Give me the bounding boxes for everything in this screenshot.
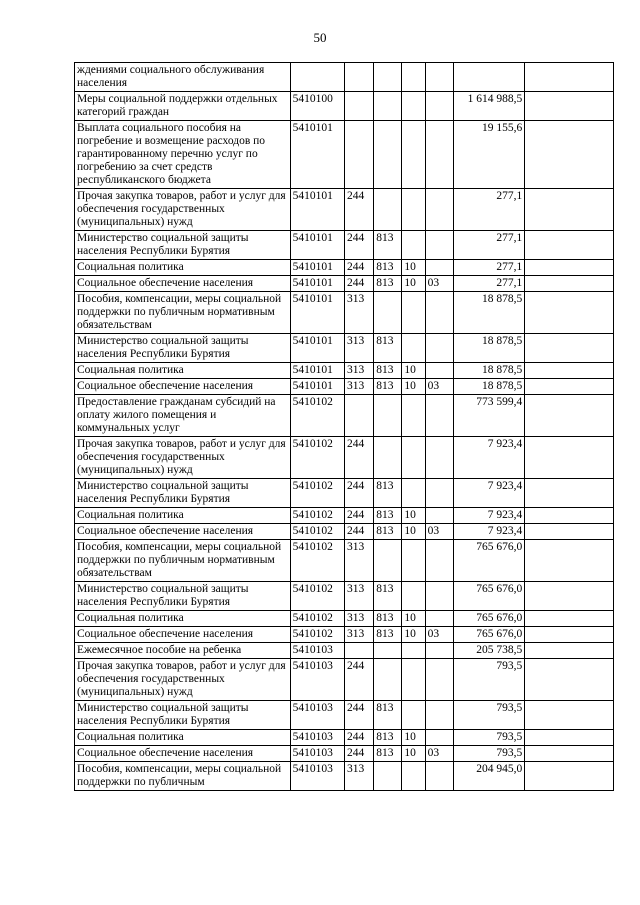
amount-cell: 7 923,4	[453, 479, 525, 508]
ministry-code-cell: 813	[374, 730, 402, 746]
table-row	[75, 437, 614, 479]
table-row	[75, 276, 614, 292]
section-cell	[402, 762, 425, 791]
section-cell: 10	[402, 730, 425, 746]
section-cell	[402, 582, 425, 611]
extra-cell	[525, 524, 614, 540]
ministry-code-cell	[374, 292, 402, 334]
row-name-cell: Пособия, компенсации, меры социальной поддержки по публичным нормативным обязательствам	[75, 540, 291, 582]
amount-cell: 765 676,0	[453, 627, 525, 643]
section-cell: 10	[402, 524, 425, 540]
target-article-cell: 5410103	[290, 659, 344, 701]
row-name-cell: Социальное обеспечение населения	[75, 627, 291, 643]
table-row	[75, 63, 614, 92]
expense-type-cell: 313	[344, 334, 373, 363]
subsection-cell	[425, 582, 453, 611]
subsection-cell	[425, 363, 453, 379]
ministry-code-cell: 813	[374, 582, 402, 611]
target-article-cell: 5410103	[290, 762, 344, 791]
section-cell	[402, 334, 425, 363]
ministry-code-cell: 813	[374, 627, 402, 643]
target-article-cell: 5410102	[290, 395, 344, 437]
expense-type-cell: 313	[344, 292, 373, 334]
extra-cell	[525, 659, 614, 701]
subsection-cell: 03	[425, 379, 453, 395]
row-name-cell: Пособия, компенсации, меры социальной поддержки по публичным	[75, 762, 291, 791]
target-article-cell: 5410101	[290, 363, 344, 379]
amount-cell: 277,1	[453, 189, 525, 231]
row-name-cell: Министерство социальной защиты населения Республики Бурятия	[75, 231, 291, 260]
expense-type-cell: 313	[344, 540, 373, 582]
expense-type-cell: 313	[344, 582, 373, 611]
section-cell: 10	[402, 260, 425, 276]
extra-cell	[525, 121, 614, 189]
section-cell	[402, 292, 425, 334]
amount-cell: 19 155,6	[453, 121, 525, 189]
section-cell	[402, 121, 425, 189]
row-name-cell: Социальная политика	[75, 363, 291, 379]
amount-cell: 18 878,5	[453, 379, 525, 395]
row-name-cell: Меры социальной поддержки отдельных категорий граждан	[75, 92, 291, 121]
amount-cell: 793,5	[453, 659, 525, 701]
expense-type-cell: 244	[344, 276, 373, 292]
expense-type-cell: 244	[344, 231, 373, 260]
amount-cell: 204 945,0	[453, 762, 525, 791]
table-body	[75, 63, 614, 791]
table-row	[75, 189, 614, 231]
section-cell	[402, 479, 425, 508]
extra-cell	[525, 189, 614, 231]
ministry-code-cell: 813	[374, 611, 402, 627]
section-cell	[402, 701, 425, 730]
ministry-code-cell: 813	[374, 524, 402, 540]
subsection-cell	[425, 63, 453, 92]
table-row	[75, 746, 614, 762]
amount-cell: 765 676,0	[453, 540, 525, 582]
amount-cell: 205 738,5	[453, 643, 525, 659]
extra-cell	[525, 231, 614, 260]
expense-type-cell: 313	[344, 762, 373, 791]
table-row	[75, 395, 614, 437]
target-article-cell: 5410101	[290, 276, 344, 292]
subsection-cell	[425, 508, 453, 524]
expense-type-cell: 244	[344, 524, 373, 540]
ministry-code-cell: 813	[374, 379, 402, 395]
row-name-cell: Выплата социального пособия на погребение и возмещение расходов по гарантированному перечню услуг по погребению за счет средств республиканского бюджета	[75, 121, 291, 189]
subsection-cell	[425, 121, 453, 189]
table-row	[75, 540, 614, 582]
expense-type-cell	[344, 395, 373, 437]
amount-cell: 793,5	[453, 730, 525, 746]
section-cell: 10	[402, 508, 425, 524]
row-name-cell: Министерство социальной защиты населения Республики Бурятия	[75, 334, 291, 363]
target-article-cell: 5410102	[290, 540, 344, 582]
extra-cell	[525, 437, 614, 479]
extra-cell	[525, 334, 614, 363]
extra-cell	[525, 762, 614, 791]
row-name-cell: ждениями социального обслуживания населения	[75, 63, 291, 92]
subsection-cell: 03	[425, 746, 453, 762]
section-cell: 10	[402, 611, 425, 627]
extra-cell	[525, 63, 614, 92]
target-article-cell: 5410103	[290, 701, 344, 730]
ministry-code-cell	[374, 395, 402, 437]
ministry-code-cell	[374, 121, 402, 189]
table-row	[75, 627, 614, 643]
table-row	[75, 334, 614, 363]
ministry-code-cell	[374, 92, 402, 121]
row-name-cell: Министерство социальной защиты населения Республики Бурятия	[75, 701, 291, 730]
target-article-cell: 5410101	[290, 189, 344, 231]
section-cell: 10	[402, 746, 425, 762]
subsection-cell	[425, 701, 453, 730]
row-name-cell: Социальное обеспечение населения	[75, 746, 291, 762]
amount-cell: 765 676,0	[453, 582, 525, 611]
row-name-cell: Министерство социальной защиты населения Республики Бурятия	[75, 582, 291, 611]
expense-type-cell	[344, 63, 373, 92]
expense-type-cell: 313	[344, 379, 373, 395]
subsection-cell	[425, 479, 453, 508]
section-cell	[402, 659, 425, 701]
amount-cell: 277,1	[453, 260, 525, 276]
subsection-cell	[425, 643, 453, 659]
subsection-cell	[425, 395, 453, 437]
expense-type-cell: 244	[344, 730, 373, 746]
amount-cell: 773 599,4	[453, 395, 525, 437]
ministry-code-cell: 813	[374, 363, 402, 379]
table-row	[75, 479, 614, 508]
table-row	[75, 643, 614, 659]
section-cell	[402, 92, 425, 121]
section-cell: 10	[402, 627, 425, 643]
ministry-code-cell	[374, 437, 402, 479]
extra-cell	[525, 540, 614, 582]
section-cell: 10	[402, 379, 425, 395]
expense-type-cell	[344, 121, 373, 189]
subsection-cell	[425, 334, 453, 363]
row-name-cell: Социальное обеспечение населения	[75, 379, 291, 395]
target-article-cell: 5410103	[290, 746, 344, 762]
subsection-cell	[425, 189, 453, 231]
expense-type-cell: 244	[344, 701, 373, 730]
table-row	[75, 92, 614, 121]
section-cell	[402, 231, 425, 260]
row-name-cell: Социальная политика	[75, 260, 291, 276]
amount-cell	[453, 63, 525, 92]
subsection-cell: 03	[425, 627, 453, 643]
row-name-cell: Пособия, компенсации, меры социальной поддержки по публичным нормативным обязательствам	[75, 292, 291, 334]
expense-type-cell: 244	[344, 260, 373, 276]
expense-type-cell	[344, 643, 373, 659]
table-row	[75, 762, 614, 791]
row-name-cell: Ежемесячное пособие на ребенка	[75, 643, 291, 659]
expense-type-cell: 244	[344, 437, 373, 479]
target-article-cell: 5410102	[290, 508, 344, 524]
expense-type-cell: 244	[344, 479, 373, 508]
amount-cell: 18 878,5	[453, 292, 525, 334]
ministry-code-cell	[374, 762, 402, 791]
row-name-cell: Социальное обеспечение населения	[75, 276, 291, 292]
ministry-code-cell: 813	[374, 746, 402, 762]
target-article-cell: 5410102	[290, 582, 344, 611]
subsection-cell	[425, 611, 453, 627]
table-row	[75, 121, 614, 189]
row-name-cell: Прочая закупка товаров, работ и услуг для обеспечения государственных (муниципальных) нужд	[75, 189, 291, 231]
subsection-cell	[425, 437, 453, 479]
ministry-code-cell: 813	[374, 260, 402, 276]
target-article-cell: 5410103	[290, 730, 344, 746]
section-cell	[402, 63, 425, 92]
extra-cell	[525, 746, 614, 762]
amount-cell: 277,1	[453, 276, 525, 292]
table-row	[75, 524, 614, 540]
expense-type-cell: 244	[344, 746, 373, 762]
subsection-cell	[425, 231, 453, 260]
table-row	[75, 701, 614, 730]
amount-cell: 18 878,5	[453, 334, 525, 363]
row-name-cell: Предоставление гражданам субсидий на оплату жилого помещения и коммунальных услуг	[75, 395, 291, 437]
row-name-cell: Социальная политика	[75, 508, 291, 524]
amount-cell: 7 923,4	[453, 508, 525, 524]
table-row	[75, 582, 614, 611]
amount-cell: 793,5	[453, 701, 525, 730]
extra-cell	[525, 611, 614, 627]
ministry-code-cell: 813	[374, 276, 402, 292]
target-article-cell: 5410101	[290, 334, 344, 363]
target-article-cell: 5410102	[290, 611, 344, 627]
table-row	[75, 260, 614, 276]
amount-cell: 765 676,0	[453, 611, 525, 627]
subsection-cell: 03	[425, 276, 453, 292]
table-row	[75, 730, 614, 746]
ministry-code-cell	[374, 189, 402, 231]
subsection-cell: 03	[425, 524, 453, 540]
row-name-cell: Прочая закупка товаров, работ и услуг для обеспечения государственных (муниципальных) нужд	[75, 437, 291, 479]
subsection-cell	[425, 659, 453, 701]
amount-cell: 7 923,4	[453, 437, 525, 479]
budget-table	[74, 62, 614, 791]
expense-type-cell: 244	[344, 659, 373, 701]
section-cell	[402, 643, 425, 659]
extra-cell	[525, 292, 614, 334]
table-row	[75, 611, 614, 627]
expense-type-cell: 313	[344, 363, 373, 379]
row-name-cell: Прочая закупка товаров, работ и услуг для обеспечения государственных (муниципальных) нужд	[75, 659, 291, 701]
amount-cell: 277,1	[453, 231, 525, 260]
expense-type-cell: 313	[344, 611, 373, 627]
extra-cell	[525, 627, 614, 643]
page-number: 50	[313, 30, 327, 45]
amount-cell: 18 878,5	[453, 363, 525, 379]
ministry-code-cell	[374, 659, 402, 701]
target-article-cell: 5410101	[290, 292, 344, 334]
ministry-code-cell	[374, 540, 402, 582]
extra-cell	[525, 508, 614, 524]
section-cell	[402, 189, 425, 231]
extra-cell	[525, 379, 614, 395]
extra-cell	[525, 363, 614, 379]
target-article-cell: 5410103	[290, 643, 344, 659]
target-article-cell: 5410102	[290, 437, 344, 479]
target-article-cell: 5410102	[290, 479, 344, 508]
extra-cell	[525, 92, 614, 121]
ministry-code-cell: 813	[374, 508, 402, 524]
subsection-cell	[425, 92, 453, 121]
extra-cell	[525, 643, 614, 659]
target-article-cell: 5410101	[290, 121, 344, 189]
row-name-cell: Социальная политика	[75, 611, 291, 627]
extra-cell	[525, 479, 614, 508]
extra-cell	[525, 395, 614, 437]
target-article-cell: 5410101	[290, 231, 344, 260]
target-article-cell: 5410101	[290, 260, 344, 276]
amount-cell: 7 923,4	[453, 524, 525, 540]
extra-cell	[525, 730, 614, 746]
expense-type-cell: 244	[344, 189, 373, 231]
table-row	[75, 379, 614, 395]
subsection-cell	[425, 292, 453, 334]
ministry-code-cell	[374, 63, 402, 92]
table-row	[75, 292, 614, 334]
target-article-cell	[290, 63, 344, 92]
table-row	[75, 659, 614, 701]
subsection-cell	[425, 540, 453, 582]
extra-cell	[525, 260, 614, 276]
amount-cell: 1 614 988,5	[453, 92, 525, 121]
table-row	[75, 508, 614, 524]
target-article-cell: 5410101	[290, 379, 344, 395]
expense-type-cell: 313	[344, 627, 373, 643]
table-row	[75, 231, 614, 260]
section-cell	[402, 395, 425, 437]
ministry-code-cell	[374, 643, 402, 659]
row-name-cell: Социальная политика	[75, 730, 291, 746]
extra-cell	[525, 582, 614, 611]
expense-type-cell: 244	[344, 508, 373, 524]
extra-cell	[525, 276, 614, 292]
ministry-code-cell: 813	[374, 479, 402, 508]
ministry-code-cell: 813	[374, 701, 402, 730]
table-row	[75, 363, 614, 379]
section-cell: 10	[402, 363, 425, 379]
row-name-cell: Социальное обеспечение населения	[75, 524, 291, 540]
subsection-cell	[425, 730, 453, 746]
target-article-cell: 5410102	[290, 627, 344, 643]
section-cell	[402, 540, 425, 582]
target-article-cell: 5410102	[290, 524, 344, 540]
amount-cell: 793,5	[453, 746, 525, 762]
expense-type-cell	[344, 92, 373, 121]
section-cell	[402, 437, 425, 479]
extra-cell	[525, 701, 614, 730]
ministry-code-cell: 813	[374, 334, 402, 363]
section-cell: 10	[402, 276, 425, 292]
ministry-code-cell: 813	[374, 231, 402, 260]
row-name-cell: Министерство социальной защиты населения Республики Бурятия	[75, 479, 291, 508]
subsection-cell	[425, 762, 453, 791]
subsection-cell	[425, 260, 453, 276]
target-article-cell: 5410100	[290, 92, 344, 121]
